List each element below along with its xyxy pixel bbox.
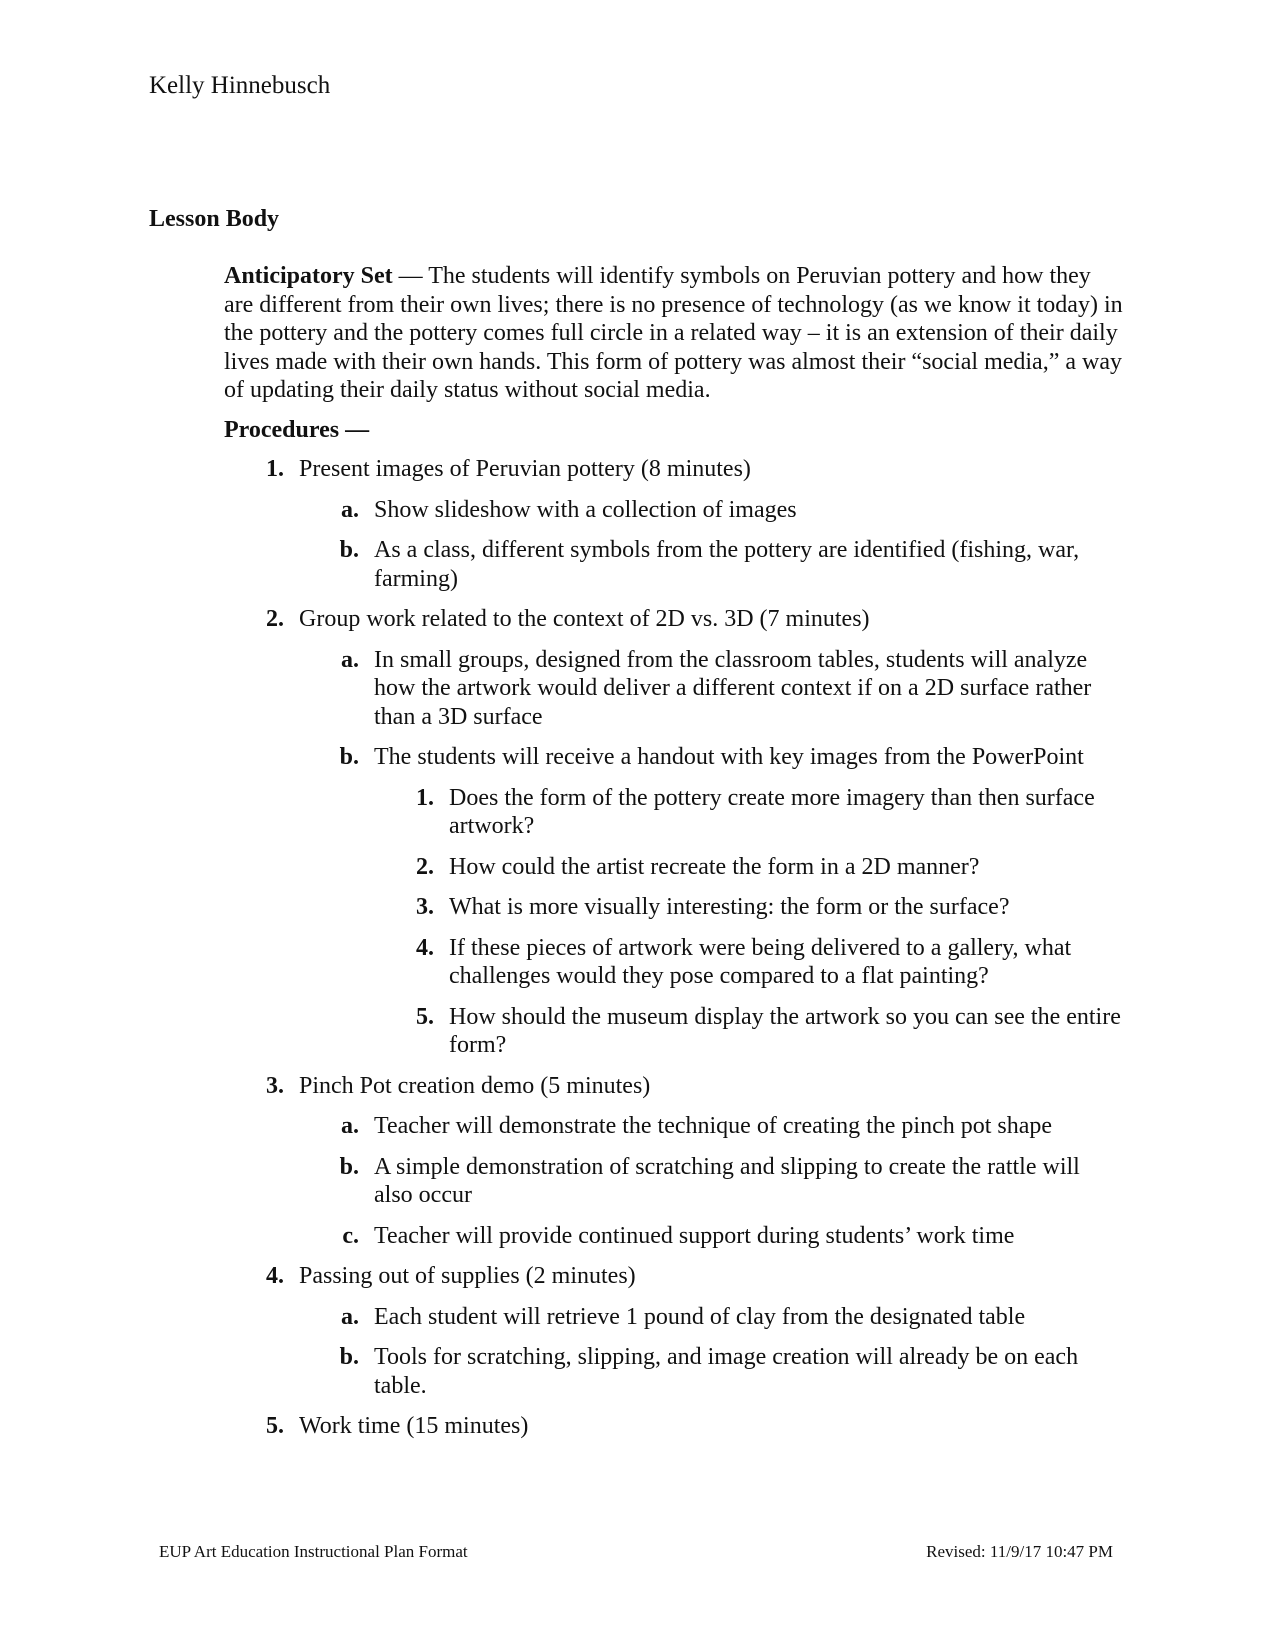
anticipatory-set-label: Anticipatory Set [224,263,393,289]
sub-step [224,1303,1124,1332]
sub-step-letter: b. [339,744,359,770]
question-text: How could the artist recreate the form in a 2D manner? [449,853,980,880]
question-item [224,893,1124,922]
sub-step-letter: b. [339,1344,359,1370]
sub-step-text: Show slideshow with a collection of images [374,496,797,523]
question-text: If these pieces of artwork were being delivered to a gallery, what challenges would they pose compared to a flat painting? [449,934,1072,989]
footer-revised-date: Revised: 11/9/17 10:47 PM [926,1542,1113,1561]
anticipatory-set [224,262,1124,405]
question-item [224,784,1124,841]
question-item [224,934,1124,991]
sub-step-letter: c. [342,1222,359,1249]
lesson-body [224,262,1124,1453]
procedure-step [224,1262,1124,1291]
procedures-heading: Procedures — [224,416,370,443]
sub-step-text: In small groups, designed from the classroom tables, students will analyze how the artwork would deliver a different context if on a 2D surface rather than a 3D surface [374,646,1092,730]
section-heading: Lesson Body [149,206,280,232]
procedure-step [224,1072,1124,1101]
sub-step-letter: a. [341,1303,359,1330]
step-text: Group work related to the context of 2D vs. 3D (7 minutes) [299,606,870,632]
sub-step-letter: a. [341,1113,359,1139]
sub-step-text: The students will receive a handout with key images from the PowerPoint [374,744,1084,770]
step-text: Passing out of supplies (2 minutes) [299,1263,636,1289]
sub-step [224,743,1124,772]
sub-step-letter: a. [341,646,359,673]
question-number: 1. [416,784,434,811]
sub-step [224,1222,1124,1251]
sub-step-text: Teacher will provide continued support during students’ work time [374,1222,1015,1249]
step-number: 2. [266,606,284,632]
question-number: 2. [416,853,434,880]
procedure-step [224,605,1124,634]
sub-step [224,536,1124,593]
sub-step [224,1343,1124,1400]
step-text: Work time (15 minutes) [299,1413,529,1439]
step-text: Pinch Pot creation demo (5 minutes) [299,1072,651,1099]
sub-step-text: As a class, different symbols from the pottery are identified (fishing, war, farming) [374,537,1080,592]
sub-step-letter: b. [339,1153,359,1180]
sub-step-text: A simple demonstration of scratching and slipping to create the rattle will also occur [374,1153,1080,1208]
sub-step-text: Teacher will demonstrate the technique of creating the pinch pot shape [374,1113,1053,1139]
procedure-step [224,1412,1124,1441]
step-number: 3. [266,1072,284,1099]
step-number: 1. [266,456,284,482]
anticipatory-set-text: — The students will identify symbols on Peruvian pottery and how they are different from their own lives; there is no presence of technology (as we know it today) in the pottery and the pottery comes full circle in a related way – it is an extension of their daily lives made with their own hands. This form of pottery was almost their “social media,” a way of updating their daily status without social media. [224,263,1123,403]
question-number: 5. [416,1003,434,1030]
question-text: How should the museum display the artwork so you can see the entire form? [449,1003,1121,1058]
sub-step [224,496,1124,525]
step-text: Present images of Peruvian pottery (8 minutes) [299,456,751,482]
sub-step [224,1153,1124,1210]
step-number: 5. [266,1413,284,1439]
question-number: 3. [416,894,434,920]
question-number: 4. [416,934,434,961]
question-item [224,1003,1124,1060]
sub-step-letter: b. [339,537,359,563]
sub-step [224,1112,1124,1141]
footer-document-title: EUP Art Education Instructional Plan Format [159,1542,468,1561]
sub-step [224,646,1124,732]
sub-step-text: Each student will retrieve 1 pound of clay from the designated table [374,1303,1026,1330]
sub-step-text: Tools for scratching, slipping, and image creation will already be on each table. [374,1344,1079,1399]
sub-step-letter: a. [341,496,359,523]
question-item [224,853,1124,882]
author-name: Kelly Hinnebusch [149,72,331,99]
question-text: Does the form of the pottery create more imagery than then surface artwork? [449,784,1095,839]
procedure-step [224,455,1124,484]
question-text: What is more visually interesting: the form or the surface? [449,894,1010,920]
step-number: 4. [266,1263,284,1289]
